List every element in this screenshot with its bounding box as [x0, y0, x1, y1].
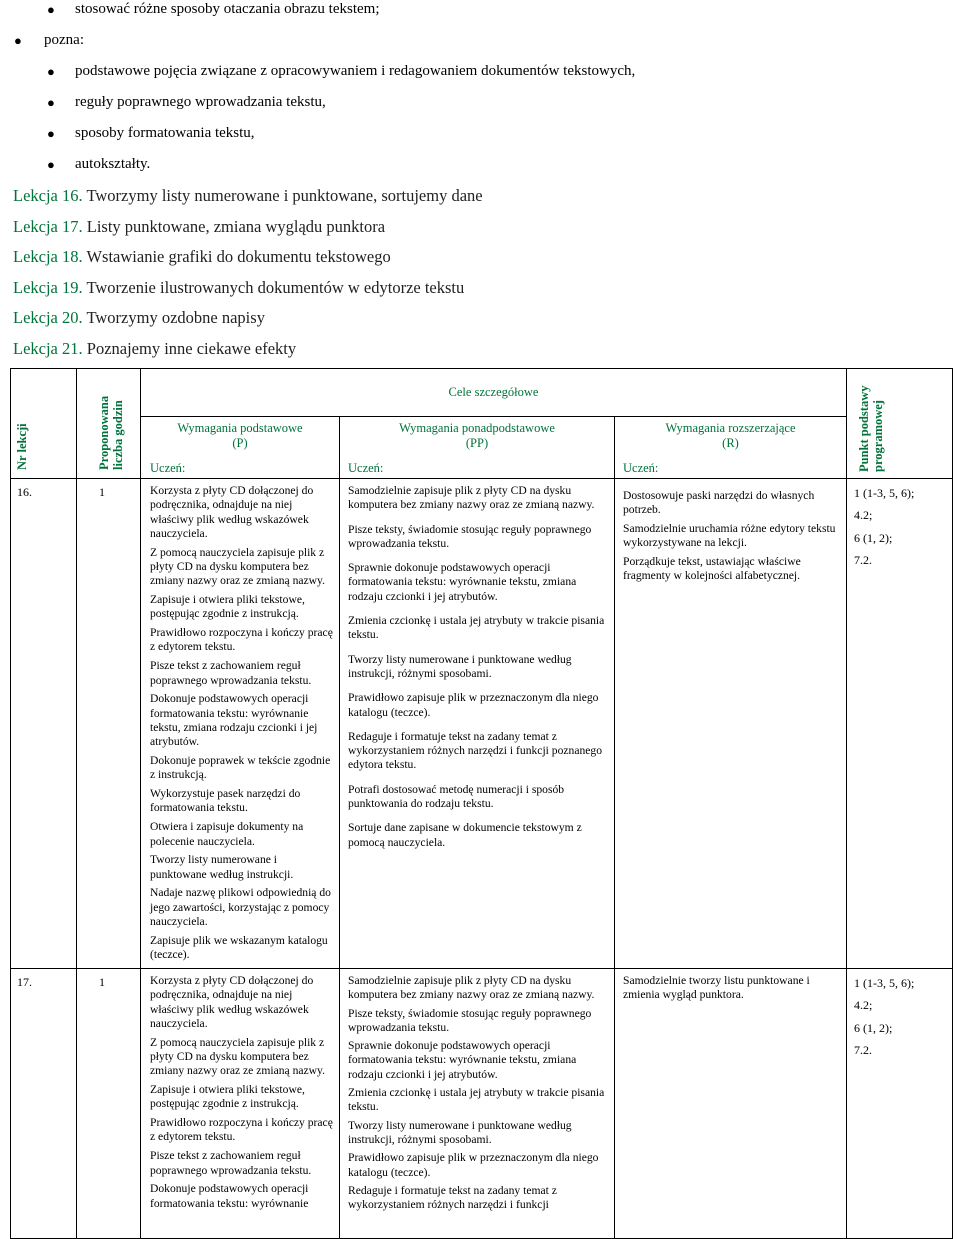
bullet-icon: ● [47, 157, 55, 172]
basic-requirement: Dokonuje poprawek w tekście zgodnie z instrukcją. [150, 754, 331, 782]
header-extended: Wymagania rozszerzające (R) Uczeń: [615, 417, 847, 479]
above-requirement: Samodzielnie zapisuje plik z płyty CD na dysku komputera bez zmiany nazwy oraz ze zmianą nazwy. [348, 484, 595, 512]
basic-requirement: Otwiera i zapisuje dokumenty na polecenie nauczyciela. [150, 820, 304, 848]
requirements-table [10, 368, 953, 1239]
basic-requirement: Dokonuje podstawowych operacji formatowania tekstu: wyrównanie [150, 1182, 309, 1210]
list-item: reguły poprawnego wprowadzania tekstu, [75, 94, 326, 110]
student-label: Uczeń: [348, 461, 384, 475]
program-cell [847, 969, 953, 1239]
above-requirement: Redaguje i formatuje tekst na zadany temat z wykorzystaniem różnych narzędzi i funkcji [348, 1183, 557, 1212]
basic-requirement: Nadaje nazwę plikowi odpowiednią do jego zawartości, korzystając z pomocy nauczyciela. [150, 886, 331, 929]
student-label: Uczeń: [150, 461, 186, 475]
above-requirement: Tworzy listy numerowane i punktowane według instrukcji, różnymi sposobami. [348, 1118, 572, 1146]
basic-requirement: Korzysta z płyty CD dołączonej do podręcznika, odnajduje na niej właściwy plik według wskazówek nauczyciela. [150, 974, 314, 1030]
row-nr: 16. [11, 479, 77, 969]
basic-requirement: Tworzy listy numerowane i punktowane według instrukcji. [150, 853, 294, 881]
above-requirement: Pisze teksty, świadomie stosując reguły poprawnego wprowadzania tekstu. [348, 1006, 592, 1034]
extended-cell [615, 969, 847, 1239]
above-requirement: Tworzy listy numerowane i punktowane według instrukcji, różnymi sposobami. [348, 652, 572, 680]
list-item: sposoby formatowania tekstu, [75, 125, 255, 141]
lesson-heading: Lekcja 21. Poznajemy inne ciekawe efekty [13, 339, 297, 358]
bullet-icon: ● [47, 64, 55, 79]
bullet-icon: ● [47, 95, 55, 110]
basic-requirement: Wykorzystuje pasek narzędzi do formatowania tekstu. [150, 787, 301, 815]
basic-requirement: Dokonuje podstawowych operacji formatowania tekstu: wyrównanie tekstu, zmiana rodzaju czcionki i jej atrybutów. [150, 692, 318, 749]
list-item: stosować różne sposoby otaczania obrazu tekstem; [75, 1, 380, 17]
basic-requirement: Zapisuje i otwiera pliki tekstowe, postępując zgodnie z instrukcją. [150, 593, 305, 621]
basic-cell [141, 479, 340, 969]
basic-requirement: Prawidłowo rozpoczyna i kończy pracę z edytorem tekstu. [150, 1116, 333, 1144]
program-point: 1 (1-3, 5, 6); [854, 976, 915, 990]
row-hours: 1 [77, 969, 141, 1239]
above-requirement: Prawidłowo zapisuje plik w przeznaczonym dla niego katalogu (teczce). [348, 691, 599, 719]
extended-requirement: Porządkuje tekst, ustawiając właściwe fragmenty w kolejności alfabetycznej. [623, 555, 801, 583]
above-requirement: Prawidłowo zapisuje plik w przeznaczonym dla niego katalogu (teczce). [348, 1151, 599, 1179]
program-point: 6 (1, 2); [854, 1020, 893, 1035]
header-goals: Cele szczegółowe [141, 369, 847, 417]
header-basic: Wymagania podstawowe (P) Uczeń: [141, 417, 340, 479]
above-requirement: Sprawnie dokonuje podstawowych operacji formatowania tekstu: wyrównanie tekstu, zmiana rodzaju czcionki i jej atrybutów. [348, 1039, 577, 1081]
bullet-icon: ● [47, 126, 55, 141]
above-requirement: Sprawnie dokonuje podstawowych operacji formatowania tekstu: wyrównanie tekstu, zmiana rodzaju czcionki i jej atrybutów. [348, 561, 577, 603]
bullet-icon: ● [14, 33, 22, 48]
above-cell [340, 969, 615, 1239]
basic-requirement: Zapisuje plik we wskazanym katalogu (teczce). [150, 933, 328, 962]
header-nr: Nr lekcji [11, 369, 77, 479]
header-above: Wymagania ponadpodstawowe (PP) Uczeń: [340, 417, 615, 479]
lesson-heading: Lekcja 18. Wstawianie grafiki do dokumentu tekstowego [13, 247, 391, 266]
basic-requirement: Korzysta z płyty CD dołączonej do podręcznika, odnajduje na niej właściwy plik według wskazówek nauczyciela. [150, 484, 314, 540]
row-nr: 17. [11, 969, 77, 1239]
list-item: autokształty. [75, 156, 151, 172]
header-program: Punkt podstawy programowej [847, 369, 953, 479]
program-point: 4.2; [854, 508, 873, 523]
above-requirement: Pisze teksty, świadomie stosując reguły poprawnego wprowadzania tekstu. [348, 522, 592, 550]
basic-requirement: Prawidłowo rozpoczyna i kończy pracę z edytorem tekstu. [150, 626, 333, 654]
basic-requirement: Zapisuje i otwiera pliki tekstowe, postępując zgodnie z instrukcją. [150, 1083, 305, 1111]
list-item: pozna: [44, 32, 84, 48]
program-point: 6 (1, 2); [854, 530, 893, 545]
program-point: 4.2; [854, 998, 873, 1013]
extended-requirement: Samodzielnie uruchamia różne edytory tekstu wykorzystywane na lekcji. [623, 522, 836, 550]
program-point: 1 (1-3, 5, 6); [854, 486, 915, 500]
row-hours: 1 [77, 479, 141, 969]
lesson-heading: Lekcja 16. Tworzymy listy numerowane i punktowane, sortujemy dane [13, 186, 483, 205]
above-requirement: Samodzielnie zapisuje plik z płyty CD na dysku komputera bez zmiany nazwy oraz ze zmianą nazwy. [348, 974, 595, 1002]
list-item: podstawowe pojęcia związane z opracowywaniem i redagowaniem dokumentów tekstowych, [75, 63, 636, 79]
basic-requirement: Z pomocą nauczyciela zapisuje plik z płyty CD na dysku komputera bez zmiany nazwy oraz ze zmianą nazwy. [150, 545, 325, 588]
basic-requirement: Pisze tekst z zachowaniem reguł poprawnego wprowadzania tekstu. [150, 659, 312, 687]
extended-requirement: Samodzielnie tworzy listu punktowane i zmienia wygląd punktora. [623, 974, 810, 1002]
basic-requirement: Z pomocą nauczyciela zapisuje plik z płyty CD na dysku komputera bez zmiany nazwy oraz ze zmianą nazwy. [150, 1035, 325, 1078]
extended-cell [615, 479, 847, 969]
lesson-heading: Lekcja 20. Tworzymy ozdobne napisy [13, 308, 265, 327]
basic-requirement: Pisze tekst z zachowaniem reguł poprawnego wprowadzania tekstu. [150, 1149, 312, 1177]
header-hours: Proponowana liczba godzin [77, 369, 141, 479]
lesson-heading: Lekcja 17. Listy punktowane, zmiana wyglądu punktora [13, 217, 386, 236]
above-requirement: Potrafi dostosować metodę numeracji i sposób punktowania do rodzaju tekstu. [348, 782, 565, 811]
above-requirement: Redaguje i formatuje tekst na zadany temat z wykorzystaniem różnych narzędzi i funkcji poznanego edytora tekstu. [348, 729, 602, 772]
program-point: 7.2. [854, 1042, 872, 1057]
program-cell [847, 479, 953, 969]
above-requirement: Sortuje dane zapisane w dokumencie tekstowym z pomocą nauczyciela. [348, 821, 582, 849]
lesson-heading: Lekcja 19. Tworzenie ilustrowanych dokumentów w edytorze tekstu [13, 278, 465, 297]
bullet-icon: ● [47, 2, 55, 17]
above-requirement: Zmienia czcionkę i ustala jej atrybuty w trakcie pisania tekstu. [348, 614, 605, 642]
basic-cell [141, 969, 340, 1239]
table-row [11, 479, 953, 969]
student-label: Uczeń: [623, 461, 659, 475]
above-requirement: Zmienia czcionkę i ustala jej atrybuty w trakcie pisania tekstu. [348, 1086, 605, 1114]
table-row [11, 969, 953, 1239]
extended-requirement: Dostosowuje paski narzędzi do własnych potrzeb. [623, 489, 815, 517]
program-point: 7.2. [854, 552, 872, 567]
above-cell [340, 479, 615, 969]
